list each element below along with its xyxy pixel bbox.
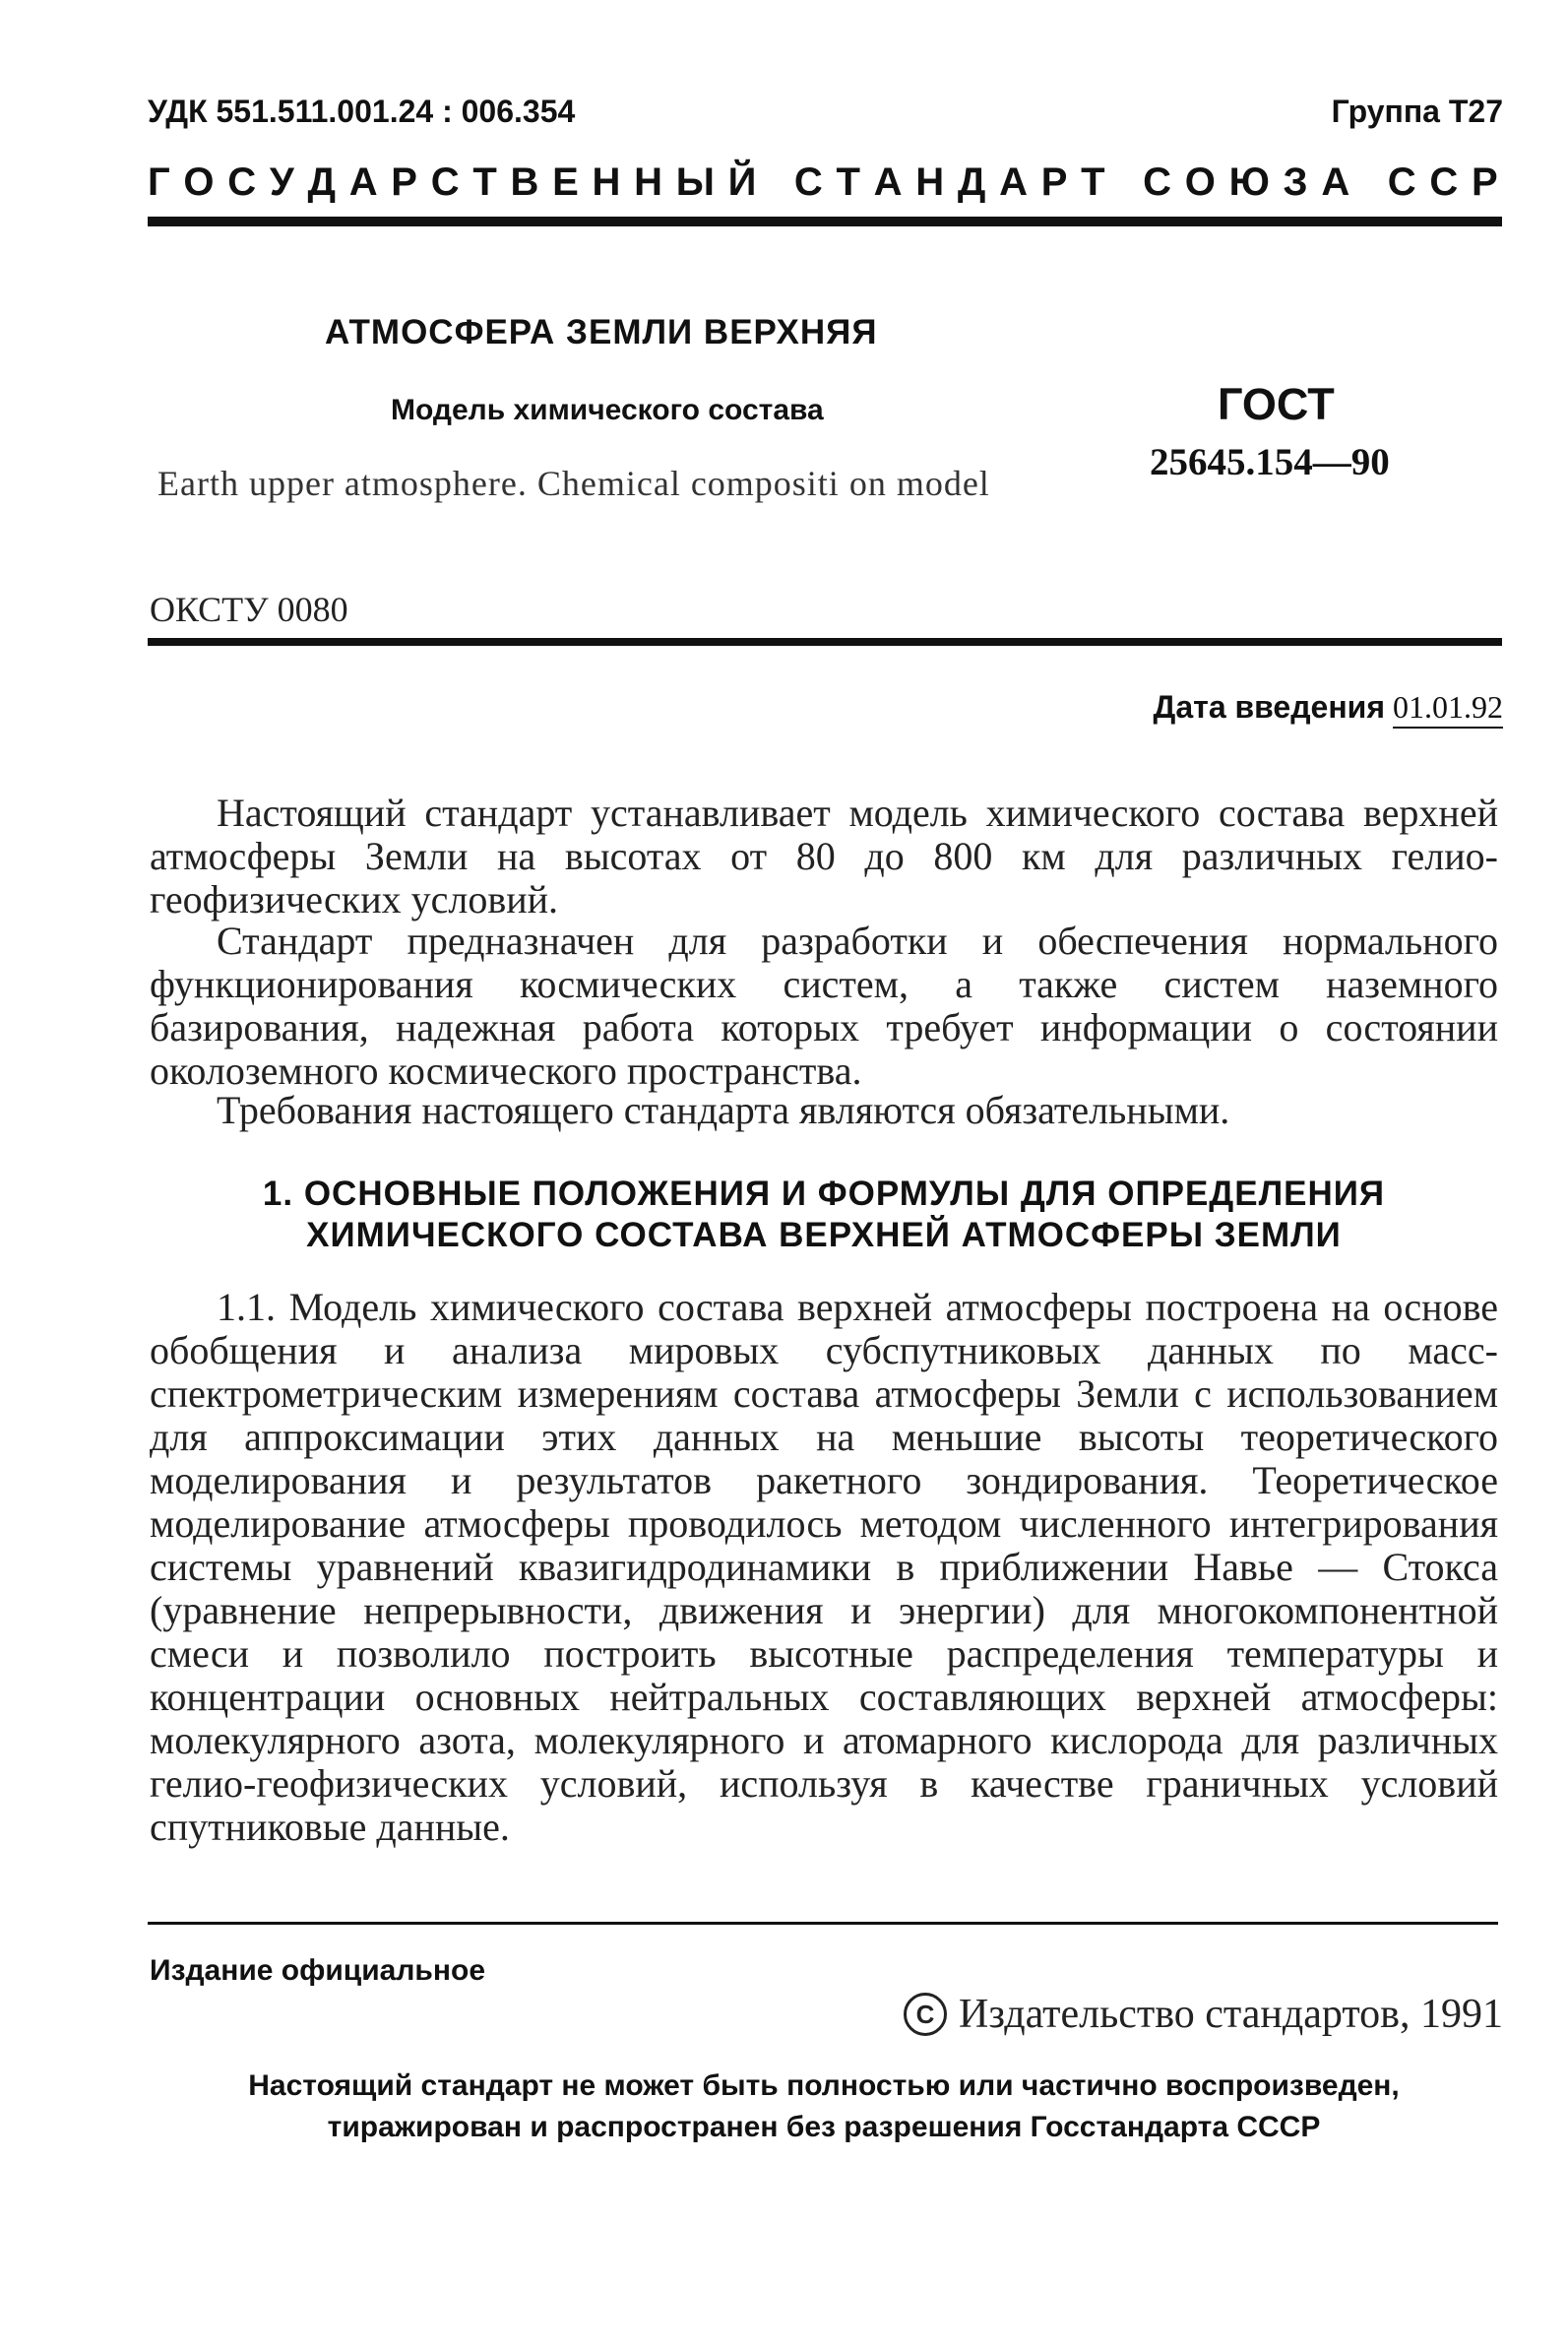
copyright-icon: С xyxy=(904,1993,947,2036)
state-standard-letter: С xyxy=(793,160,823,204)
state-standard-letter xyxy=(1118,160,1129,205)
state-standard-letter: Ы xyxy=(675,160,715,204)
section-heading: 1. ОСНОВНЫЕ ПОЛОЖЕНИЯ И ФОРМУЛЫ ДЛЯ ОПРЕДЕЛЕНИЯ ХИМИЧЕСКОГО СОСТАВА ВЕРХНЕЙ АТМОСФЕРЫ ЗЕМЛИ xyxy=(262,1175,1386,1254)
state-standard-letter: Р xyxy=(1040,160,1068,204)
state-standard-letter: О xyxy=(1184,160,1216,204)
state-standard-letter: Е xyxy=(552,160,579,204)
state-standard-letter: О xyxy=(183,160,215,204)
state-standard-letter: Н xyxy=(634,160,662,204)
document-subtitle: Модель химического состава xyxy=(391,394,824,426)
state-standard-letter: Т xyxy=(836,160,860,204)
state-standard-letter: Ю xyxy=(1228,160,1270,204)
english-title: Earth upper atmosphere. Chemical compositi on model xyxy=(157,464,990,503)
state-standard-letter: А xyxy=(1321,160,1350,204)
footer-rule xyxy=(148,1922,1498,1925)
state-standard-letter: Д xyxy=(307,160,336,204)
header-rule xyxy=(148,217,1502,226)
state-standard-letter: Р xyxy=(1472,160,1498,204)
state-standard-letter: С xyxy=(1143,160,1172,204)
state-standard-letter: С xyxy=(1429,160,1459,204)
state-standard-letter: У xyxy=(269,160,294,204)
paragraph-1-1: 1.1. Модель химического состава верхней атмосферы построена на основе обобщения и анализа мировых субспутниковых данных по масс-спектрометрическим измерениям состава атмосферы Земли с использованием для аппроксимации этих данных на меньшие высоты теоретического моделирования и результатов ракетного зондирования. Теоретическое моделирование атмосферы проводилось методом численного интегрирования системы уравнений квазигидродинамики в приближении Навье — Стокса (уравнение непрерывности, движения и энергии) для многокомпонентной смеси и позволило построить высотные распределения температуры и концентрации основных нейтральных составляющих верхней атмосферы: молекулярного азота, молекулярного и атомарного кислорода для различных гелио-геофизических условий, используя в качестве граничных условий спутниковые данные. xyxy=(150,1285,1498,1849)
paragraph-purpose: Стандарт предназначен для разработки и обеспечения нормального функционирования космических систем, а также систем наземного базирования, надежная работа которых требует информации о состоянии околоземного космического пространства. xyxy=(150,919,1498,1093)
document-title: АТМОСФЕРА ЗЕМЛИ ВЕРХНЯЯ xyxy=(325,313,878,351)
introduction-date-value: 01.01.92 xyxy=(1393,689,1503,729)
state-standard-letter: Г xyxy=(148,160,170,204)
state-standard-letter: Н xyxy=(915,160,945,204)
state-standard-letter xyxy=(770,160,781,205)
state-standard-letter: Т xyxy=(1081,160,1105,204)
state-standard-letter: А xyxy=(873,160,903,204)
state-standard-letter: А xyxy=(348,160,378,204)
title-rule xyxy=(148,638,1502,646)
udk-code: УДК 551.511.001.24 : 006.354 xyxy=(148,94,576,129)
paragraph-scope: Настоящий стандарт устанавливает модель химического состава верхней атмосферы Земли на высотах от 80 до 800 км для различных гелио-геофизических условий. xyxy=(150,791,1498,921)
official-edition: Издание официальное xyxy=(150,1954,486,1987)
state-standard-letter: З xyxy=(1283,160,1308,204)
reproduction-notice: Настоящий стандарт не может быть полностью или частично воспроизведен, тиражирован и распространен без разрешения Госстандарта СССР xyxy=(248,2069,1400,2143)
introduction-date xyxy=(1154,689,1503,726)
state-standard-letter: С xyxy=(430,160,460,204)
okstu-code: ОКСТУ 0080 xyxy=(150,590,348,629)
state-standard-letter: Р xyxy=(391,160,417,204)
gost-label: ГОСТ xyxy=(1218,379,1335,429)
state-standard-letter: С xyxy=(1387,160,1416,204)
state-standard-heading xyxy=(148,160,1498,205)
state-standard-letter: С xyxy=(227,160,257,204)
state-standard-letter: Й xyxy=(727,160,757,204)
state-standard-letter: В xyxy=(510,160,539,204)
state-standard-letter: А xyxy=(999,160,1028,204)
copyright-text: Издательство стандартов, 1991 xyxy=(959,1992,1503,2037)
state-standard-letter: Д xyxy=(957,160,986,204)
state-standard-letter: Т xyxy=(472,160,497,204)
introduction-date-label: Дата введения xyxy=(1153,689,1385,725)
group-code: Группа Т27 xyxy=(1331,94,1503,129)
copyright xyxy=(904,1991,1503,2038)
gost-number: 25645.154—90 xyxy=(1150,441,1390,483)
state-standard-letter xyxy=(1363,160,1374,205)
state-standard-letter: Н xyxy=(592,160,621,204)
paragraph-mandatory: Требования настоящего стандарта являются обязательными. xyxy=(217,1088,1230,1132)
